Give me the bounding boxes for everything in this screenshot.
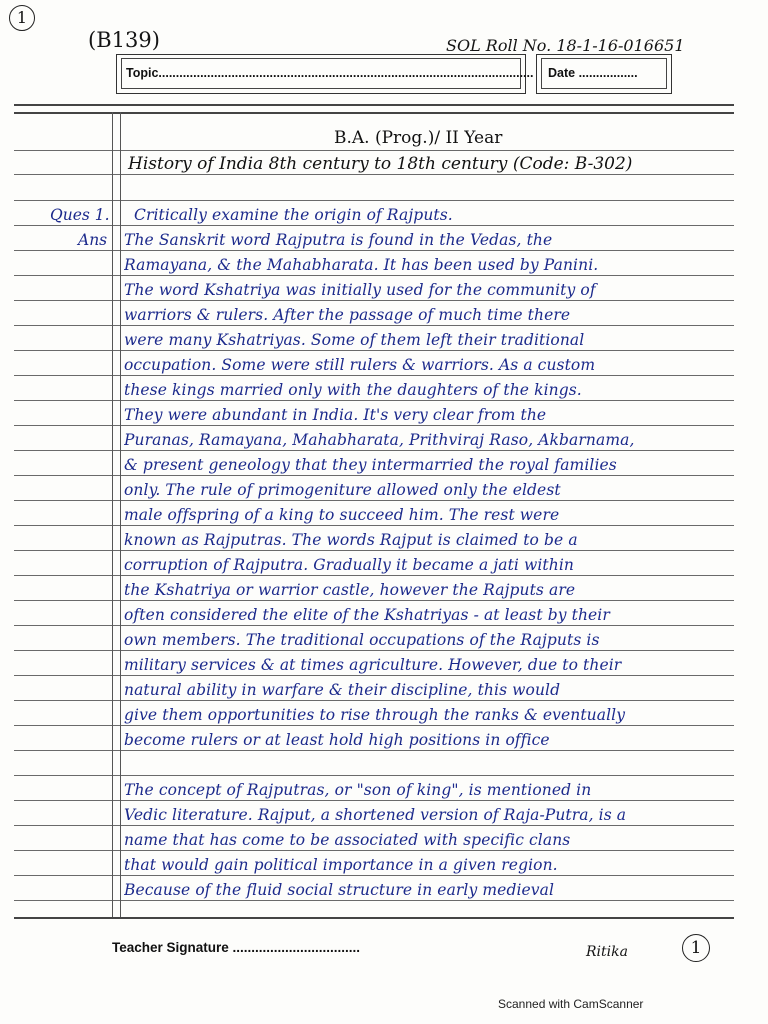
answer-line: occupation. Some were still rulers & warriors. As a custom bbox=[124, 356, 596, 374]
page-number-badge bbox=[9, 5, 35, 31]
ruled-line bbox=[14, 500, 734, 501]
ruled-line bbox=[14, 675, 734, 676]
answer-line: own members. The traditional occupations of the Rajputs is bbox=[124, 631, 600, 649]
scanner-watermark: Scanned with CamScanner bbox=[498, 997, 644, 1011]
topic-label: Topic............................................................................................................ bbox=[126, 66, 534, 80]
code-tag: (B139) bbox=[88, 28, 160, 52]
answer-line: natural ability in warfare & their discipline, this would bbox=[124, 681, 561, 699]
student-signature: Ritika bbox=[586, 944, 628, 960]
ruled-line bbox=[14, 825, 734, 826]
answer-line: were many Kshatriyas. Some of them left their traditional bbox=[124, 331, 585, 349]
ruled-line bbox=[14, 375, 734, 376]
page-number: 1 bbox=[16, 8, 28, 27]
ruled-line bbox=[14, 104, 734, 106]
ruled-line bbox=[14, 625, 734, 626]
answer-line: The Sanskrit word Rajputra is found in the Vedas, the bbox=[124, 231, 553, 249]
ruled-line bbox=[14, 300, 734, 301]
answer-line: warriors & rulers. After the passage of much time there bbox=[124, 306, 571, 324]
subject-heading: History of India 8th century to 18th century (Code: B-302) bbox=[128, 154, 633, 174]
ruled-line bbox=[14, 525, 734, 526]
ruled-line bbox=[14, 775, 734, 776]
answer-label: Ans bbox=[78, 231, 108, 249]
ruled-line bbox=[14, 174, 734, 175]
ruled-line bbox=[14, 725, 734, 726]
ruled-line bbox=[14, 250, 734, 251]
ruled-line bbox=[14, 650, 734, 651]
answer-line: & present geneology that they intermarried the royal families bbox=[124, 456, 617, 474]
ruled-line bbox=[14, 200, 734, 201]
answer-line: become rulers or at least hold high positions in office bbox=[124, 731, 550, 749]
margin-line bbox=[120, 112, 121, 917]
ruled-line bbox=[14, 875, 734, 876]
ruled-line bbox=[14, 225, 734, 226]
question-text: Critically examine the origin of Rajputs. bbox=[134, 206, 453, 224]
answer-line: known as Rajputras. The words Rajput is claimed to be a bbox=[124, 531, 578, 549]
answer-line: They were abundant in India. It's very clear from the bbox=[124, 406, 547, 424]
question-label: Ques 1. bbox=[50, 206, 110, 224]
answer-line: Vedic literature. Rajput, a shortened version of Raja-Putra, is a bbox=[124, 806, 627, 824]
answer-line: often considered the elite of the Kshatriyas - at least by their bbox=[124, 606, 610, 624]
answer-line: that would gain political importance in a given region. bbox=[124, 856, 558, 874]
ruled-line bbox=[14, 150, 734, 151]
answer-line: The concept of Rajputras, or "son of king", is mentioned in bbox=[124, 781, 592, 799]
ruled-line bbox=[14, 917, 734, 919]
answer-line: name that has come to be associated with specific clans bbox=[124, 831, 571, 849]
ruled-line bbox=[14, 550, 734, 551]
ruled-line bbox=[14, 400, 734, 401]
answer-line: Because of the fluid social structure in early medieval bbox=[124, 881, 555, 899]
ruled-line bbox=[14, 325, 734, 326]
ruled-line bbox=[14, 450, 734, 451]
ruled-line bbox=[14, 600, 734, 601]
date-label: Date ................. bbox=[548, 66, 638, 80]
roll-number: SOL Roll No. 18-1-16-016651 bbox=[446, 36, 685, 55]
teacher-signature-label: Teacher Signature .................................. bbox=[112, 940, 361, 955]
answer-line: give them opportunities to rise through the ranks & eventually bbox=[124, 706, 626, 724]
answer-line: male offspring of a king to succeed him. The rest were bbox=[124, 506, 560, 524]
ruled-line bbox=[14, 700, 734, 701]
footer-page-number-badge bbox=[682, 934, 710, 962]
answer-line: Puranas, Ramayana, Mahabharata, Prithviraj Raso, Akbarnama, bbox=[124, 431, 635, 449]
ruled-line bbox=[14, 575, 734, 576]
footer-page-number: 1 bbox=[690, 938, 702, 958]
ruled-line bbox=[14, 425, 734, 426]
ruled-line bbox=[14, 275, 734, 276]
answer-line: corruption of Rajputra. Gradually it became a jati within bbox=[124, 556, 574, 574]
ruled-line bbox=[14, 750, 734, 751]
ruled-line bbox=[14, 800, 734, 801]
ruled-line bbox=[14, 112, 734, 114]
ruled-line bbox=[14, 900, 734, 901]
course-heading: B.A. (Prog.)/ II Year bbox=[334, 128, 503, 148]
answer-line: these kings married only with the daughters of the kings. bbox=[124, 381, 582, 399]
margin-line bbox=[112, 112, 113, 917]
answer-line: military services & at times agriculture. However, due to their bbox=[124, 656, 622, 674]
answer-line: Ramayana, & the Mahabharata. It has been used by Panini. bbox=[124, 256, 599, 274]
ruled-line bbox=[14, 350, 734, 351]
answer-line: the Kshatriya or warrior castle, however the Rajputs are bbox=[124, 581, 576, 599]
ruled-line bbox=[14, 850, 734, 851]
answer-line: The word Kshatriya was initially used for the community of bbox=[124, 281, 596, 299]
answer-line: only. The rule of primogeniture allowed only the eldest bbox=[124, 481, 561, 499]
ruled-line bbox=[14, 475, 734, 476]
